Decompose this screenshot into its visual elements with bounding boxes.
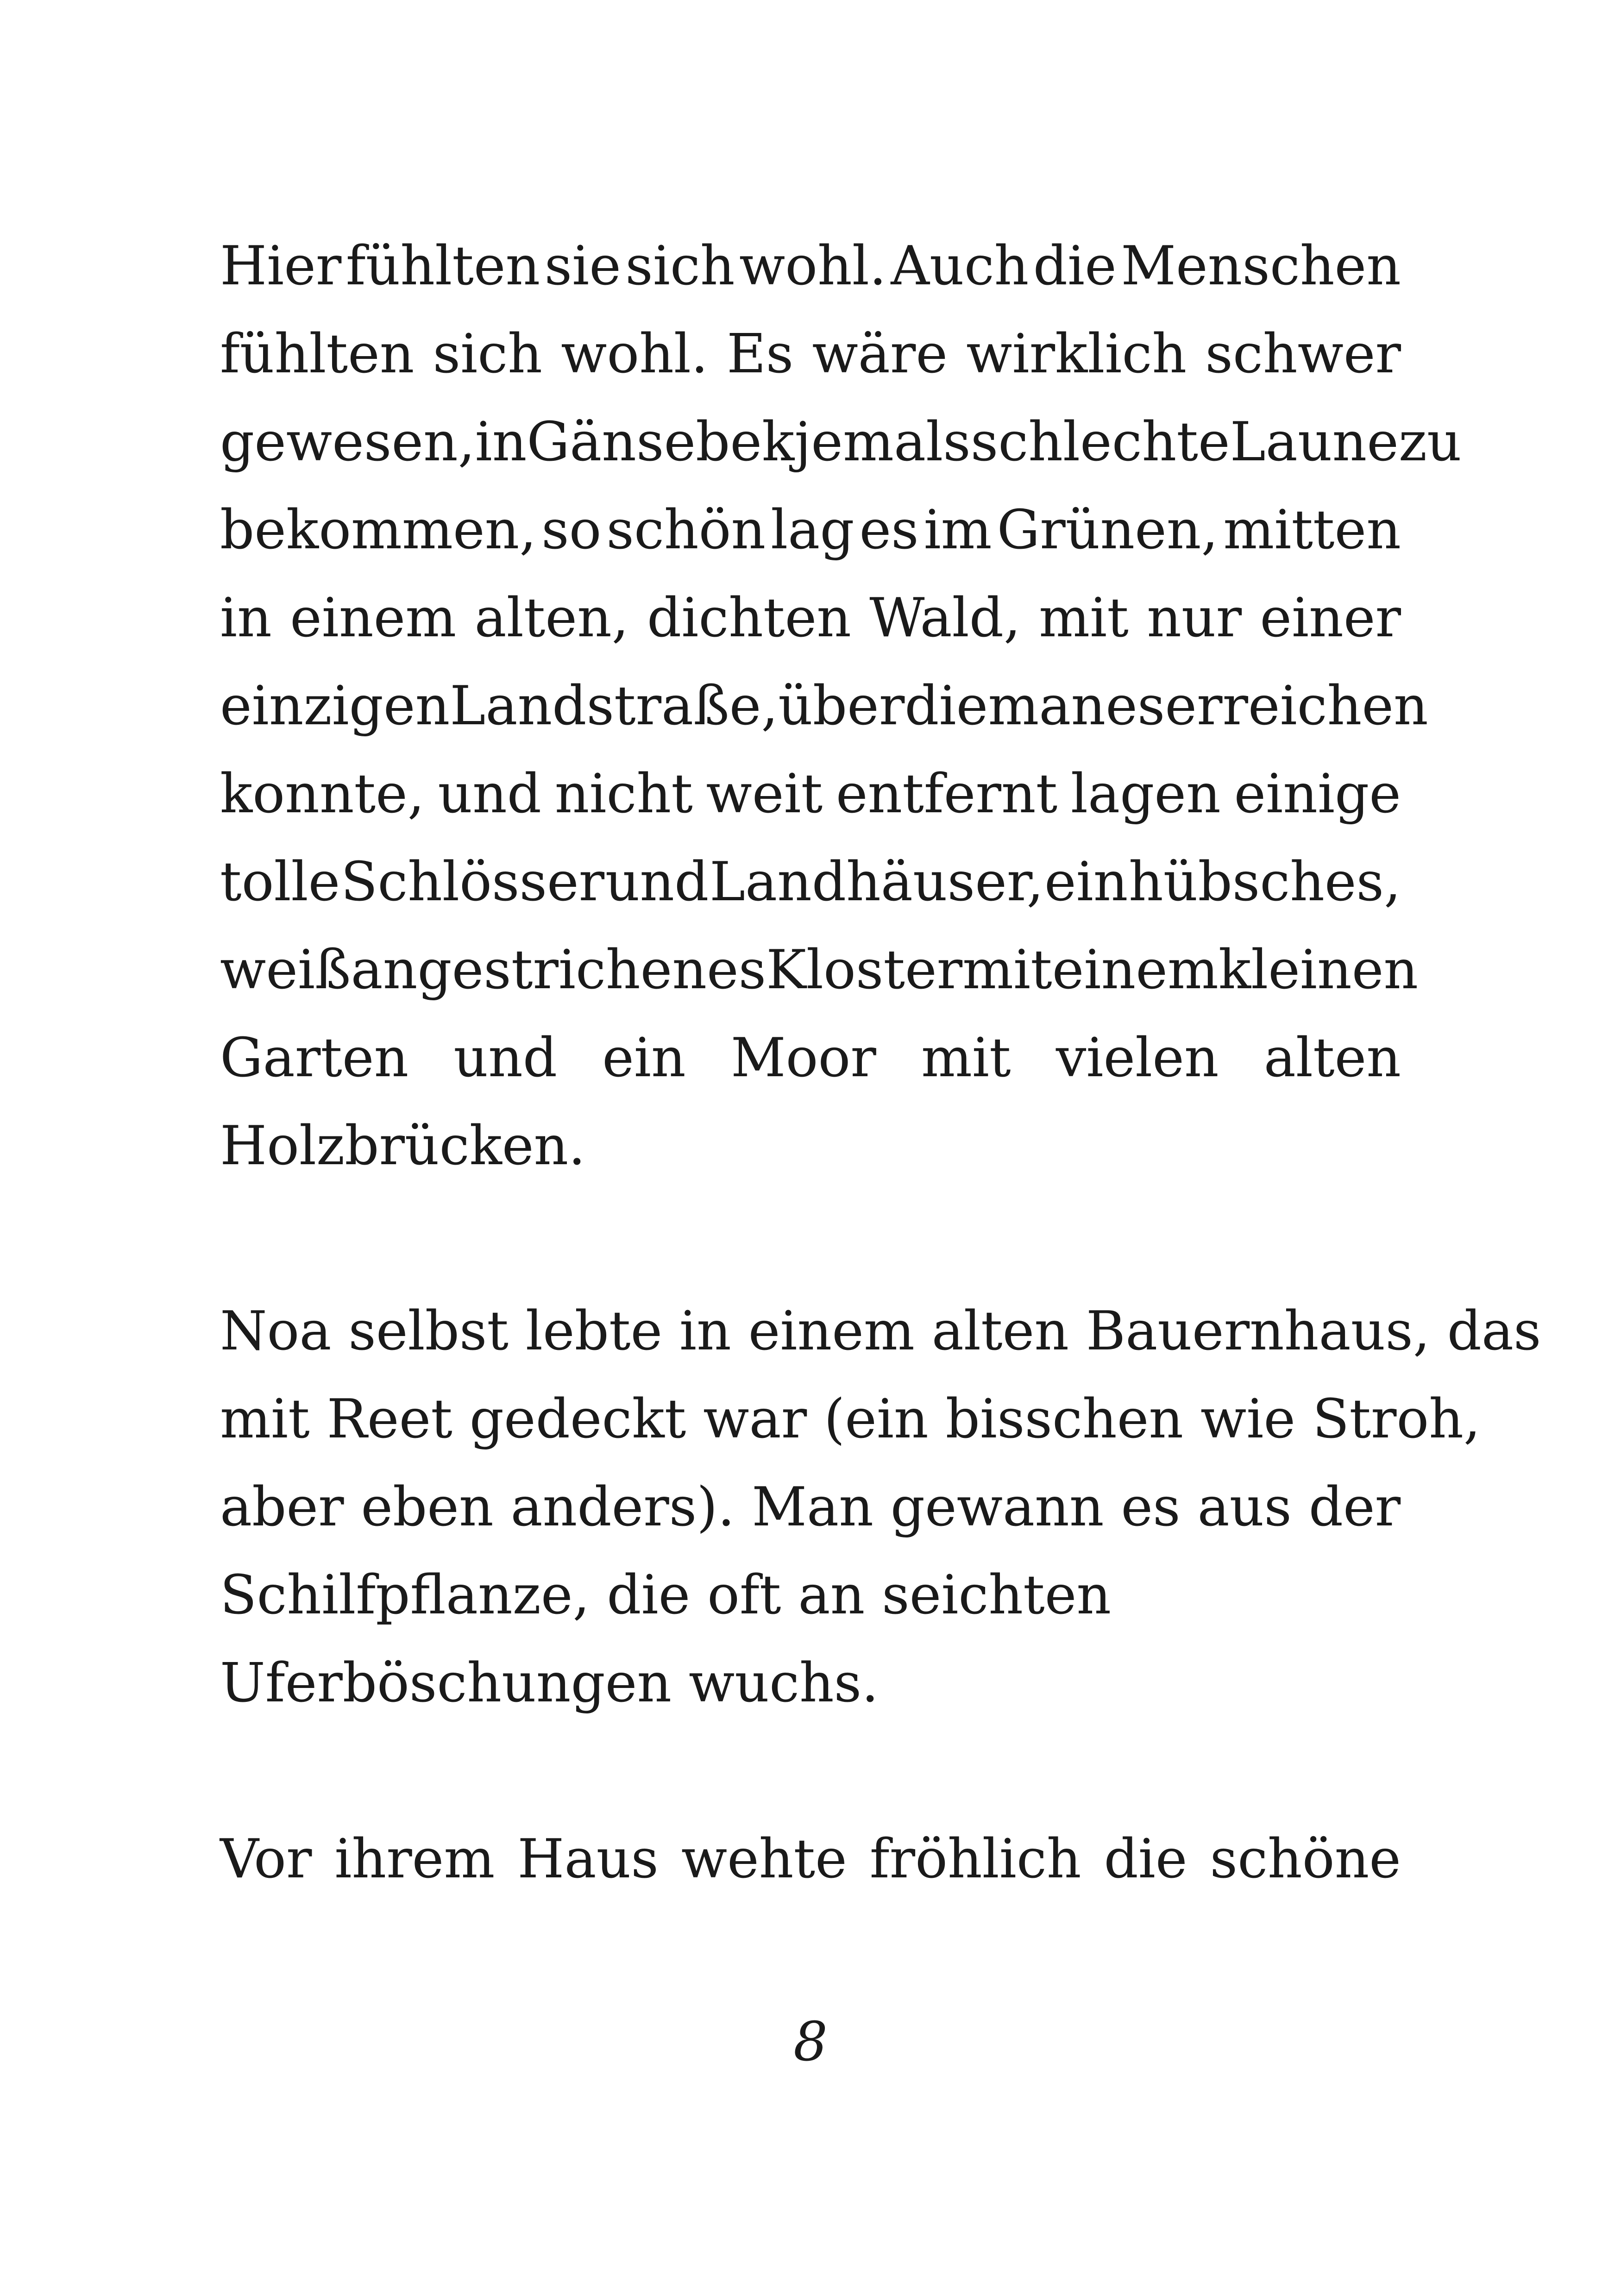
word: schön [606,499,766,561]
word: wohl. [561,323,708,385]
word: einem [290,587,457,649]
word: die [1033,235,1117,297]
word: Es [727,323,794,385]
paragraph-2 [220,1287,1541,1727]
word: einige [1234,763,1401,825]
word: und [453,1027,558,1089]
word: die [1104,1828,1187,1890]
word: weiß [220,939,351,1001]
word: Garten [220,1027,409,1089]
word: wohl. [739,235,886,297]
word: angestrichenes [351,939,767,1001]
word: Laune [1230,411,1399,473]
word: Menschen [1121,235,1401,297]
text-line [220,398,1462,486]
word: gewesen, [220,411,475,473]
word: einer [1260,587,1401,649]
word: ein [602,1027,686,1089]
word: dichten [647,587,851,649]
word: Schlösser [340,851,605,913]
word: es [1106,675,1165,737]
word: kleinen [1218,939,1419,1001]
word: ihrem [334,1828,495,1890]
word: schwer [1205,323,1401,385]
text-line [220,574,1401,662]
word: Grünen, [997,499,1219,561]
word: es [859,499,919,561]
word: in [220,587,272,649]
text-line: Noa selbst lebte in einem alten Bauernhaus, das [220,1300,1541,1362]
text-line [220,486,1401,574]
word: sich [433,323,542,385]
text-line [220,838,1401,926]
word: Vor [220,1828,312,1890]
text-line [220,1815,1401,1903]
word: schöne [1210,1828,1401,1890]
word: nur [1147,587,1242,649]
word: und [605,851,709,913]
page-number: 8 [793,2011,828,2073]
word: alten, [474,587,629,649]
word: sich [625,235,735,297]
word: mitten [1223,499,1401,561]
text-line [220,310,1401,398]
word: ein [1044,851,1128,913]
word: bekommen, [220,499,537,561]
text-line: aber eben anders). Man gewann es aus der [220,1476,1401,1538]
paragraph-1 [220,222,1462,1190]
word: Haus [517,1828,659,1890]
word: im [924,499,992,561]
word: fühlten [220,323,415,385]
text-line: Holzbrücken. [220,1115,586,1177]
text-line [220,1014,1401,1102]
word: schlechte [970,411,1230,473]
word: erreichen [1165,675,1428,737]
word: wirklich [966,323,1187,385]
word: Kloster [766,939,963,1001]
word: einzigen [220,675,450,737]
word: man [988,675,1106,737]
text-line [220,662,1428,750]
text-line [220,926,1419,1014]
word: nicht [554,763,693,825]
word: alten [1263,1027,1401,1089]
word: so [541,499,602,561]
word: Wald, [869,587,1021,649]
text-line [220,222,1401,310]
word: fühlten [346,235,540,297]
word: einem [1052,939,1219,1001]
word: mit [921,1027,1011,1089]
word: Landstraße, [450,675,779,737]
word: Auch [891,235,1029,297]
word: tolle [220,851,340,913]
word: fröhlich [869,1828,1081,1890]
word: weit [706,763,823,825]
word: lag [771,499,854,561]
word: Hier [220,235,342,297]
word: wehte [681,1828,847,1890]
word: jemals [794,411,971,473]
word: konnte, [220,763,425,825]
word: die [905,675,988,737]
word: lagen [1070,763,1221,825]
word: mit [1039,587,1129,649]
word: Landhäuser, [709,851,1044,913]
word: mit [962,939,1052,1001]
word: wäre [812,323,948,385]
word: vielen [1056,1027,1219,1089]
word: zu [1398,411,1462,473]
word: sie [544,235,621,297]
word: entfernt [836,763,1058,825]
text-line: Schilfpflanze, die oft an seichten [220,1564,1112,1626]
word: über [778,675,905,737]
text-line: mit Reet gedeckt war (ein bisschen wie Stroh, [220,1388,1481,1450]
word: in [475,411,527,473]
paragraph-3 [220,1815,1401,1903]
word: Gänsebek [527,411,795,473]
text-line [220,750,1401,838]
word: hübsches, [1129,851,1401,913]
word: und [438,763,542,825]
text-line: Uferböschungen wuchs. [220,1652,879,1714]
word: Moor [730,1027,876,1089]
